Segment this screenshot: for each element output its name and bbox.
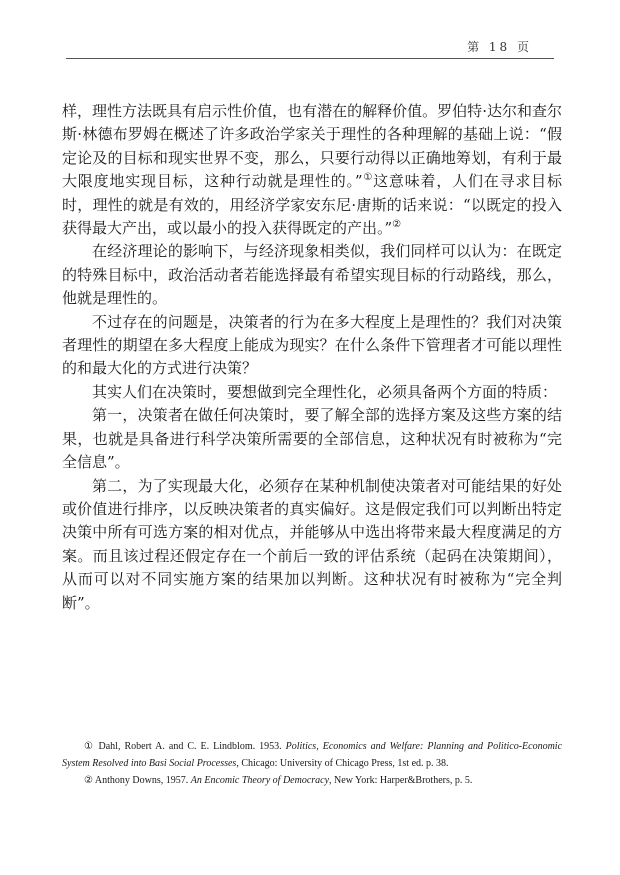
paragraph-6: 第二，为了实现最大化，必须存在某种机制使决策者对可能结果的好处或价值进行排序，以反映决策者的真实偏好。这是假定我们可以判断出特定决策中所有可选方案的相对优点，并能够从中选出将带来最大程度满足的方案。而且该过程还假定存在一个前后一致的评估系统（起码在决策期间），从而可以对不同实施方案的结果加以判断。这种状况有时被称为“完全判断”。 <box>62 476 562 612</box>
main-text <box>62 100 562 615</box>
footnote-ref-2: ② <box>392 219 402 231</box>
page-header <box>66 36 554 59</box>
paragraph-4: 其实人们在决策时，要想做到完全理性化，必须具备两个方面的特质： <box>92 382 558 401</box>
footnote-2-title: An Encomic Theory of Democracy <box>190 775 330 786</box>
paragraph-1 <box>62 100 562 240</box>
page-number: 第 18 页 <box>467 40 532 54</box>
paragraph-1-text-a: 样，理性方法既具有启示性价值，也有潜在的解释价值。罗伯特·达尔和查尔斯·林德布罗姆在概述了许多政治学家关于理性的各种理解的基础上说：“假定论及的目标和现实世界不变，那么，只要行动得以正确地筹划，有利于最大限度地实现目标，这种行动就是理性的。” <box>62 102 562 191</box>
footnote-ref-1: ① <box>362 172 374 184</box>
footnote-2-prefix: ② Anthony Downs, 1957. <box>84 775 191 786</box>
footnote-1-suffix: , Chicago: University of Chicago Press, 1st ed. p. 38. <box>236 758 449 769</box>
paragraph-2: 在经济理论的影响下，与经济现象相类似，我们同样可以认为：在既定的特殊目标中，政治活动者若能选择最有希望实现目标的行动路线，那么，他就是理性的。 <box>62 242 562 308</box>
paragraph-3: 不过存在的问题是，决策者的行为在多大程度上是理性的？我们对决策者理性的期望在多大程度上能成为现实？在什么条件下管理者才可能以理性的和最大化的方式进行决策？ <box>62 312 562 378</box>
footnotes <box>62 738 562 789</box>
footnote-2 <box>62 772 562 789</box>
paragraph-5: 第一，决策者在做任何决策时，要了解全部的选择方案及这些方案的结果，也就是具备进行科学决策所需要的全部信息，这种状况有时被称为“完全信息”。 <box>62 406 562 472</box>
paragraph-1-text-b: 这意味着，人们在寻求目标时，理性的就是有效的，用经济学家安东尼·唐斯的话来说：“以既定的投入获得最大产出，或以最小的投入获得既定的产出。” <box>62 172 562 238</box>
footnote-1 <box>62 738 562 772</box>
footnote-2-suffix: , New York: Harper&Brothers, p. 5. <box>329 775 473 786</box>
footnote-1-title: Politics, Economics and Welfare: Planning and Politico-Economic System Resolved into Basi Social Processes <box>62 741 563 769</box>
footnote-1-prefix: ① Dahl, Robert A. and C. E. Lindblom. 1953. <box>84 741 286 752</box>
